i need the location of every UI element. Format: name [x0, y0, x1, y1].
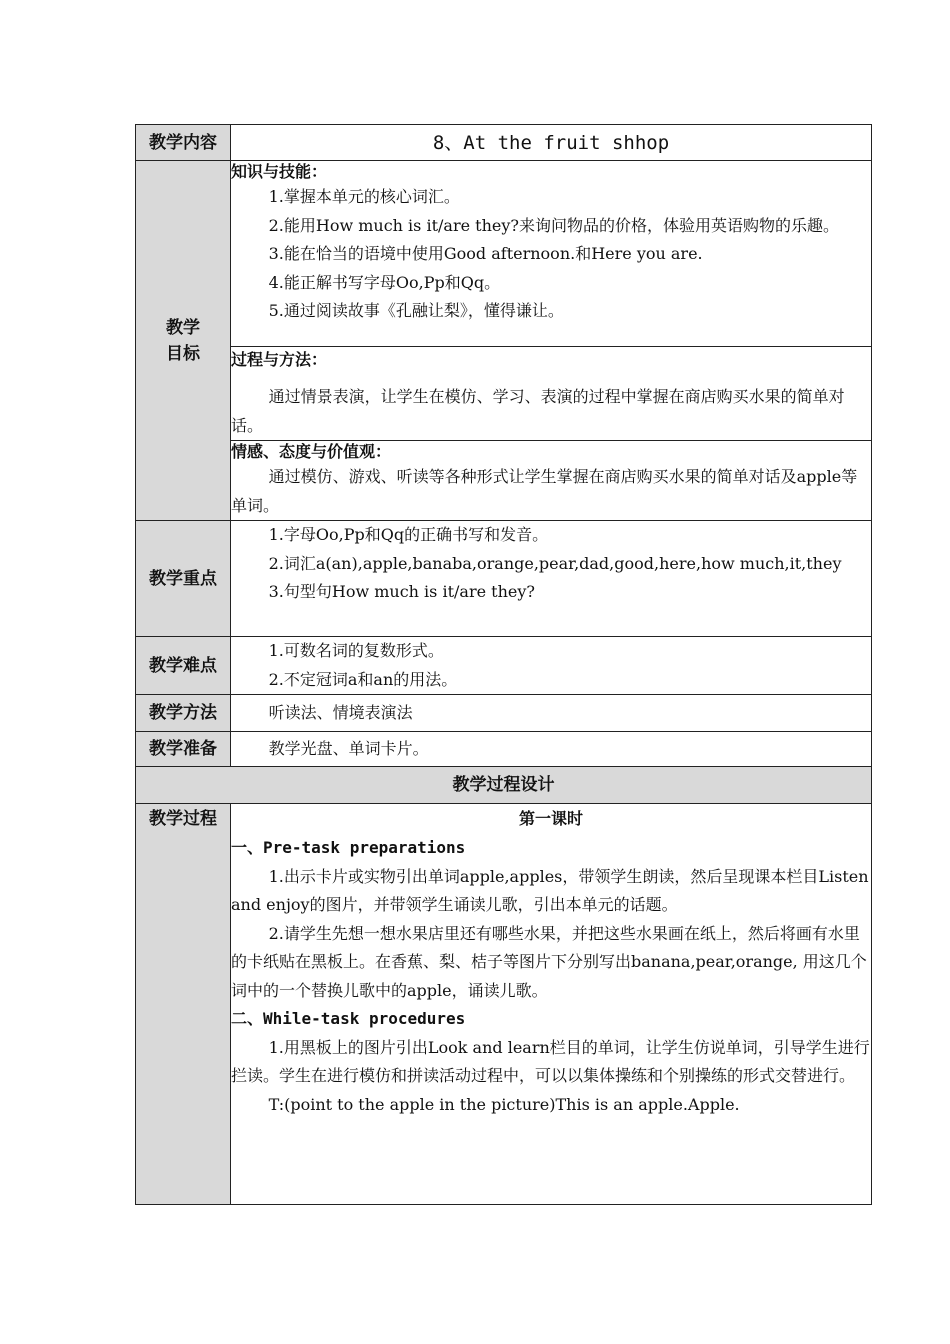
attitude-text: 通过模仿、游戏、听读等各种形式让学生掌握在商店购买水果的简单对话及apple等单词。: [231, 467, 858, 515]
knowledge-item: 3.能在恰当的语境中使用Good afternoon.和Here you are.: [268, 244, 703, 263]
knowledge-item: 1.掌握本单元的核心词汇。: [268, 187, 460, 206]
goals-process-cell: [231, 347, 872, 441]
attitude-heading: 情感、态度与价值观：: [231, 442, 392, 461]
methods-cell: [231, 695, 872, 732]
design-header: 教学过程设计: [136, 767, 872, 804]
row-process: [136, 804, 872, 1205]
key-point-item: 1.字母Oo,Pp和Qq的正确书写和发音。: [268, 525, 549, 544]
difficulty-item: 1.可数名词的复数形式。: [268, 641, 444, 660]
label-goals: [136, 161, 231, 521]
process-method-text: 通过情景表演，让学生在模仿、学习、表演的过程中掌握在商店购买水果的简单对话。: [231, 387, 845, 435]
row-goals-attitude: [136, 441, 872, 521]
label-difficulties: 教学难点: [136, 637, 231, 695]
process-method-heading: 过程与方法：: [231, 350, 328, 369]
pre-task-heading: 一、Pre-task preparations: [231, 838, 466, 857]
difficulty-item: 2.不定冠词a和an的用法。: [268, 669, 458, 689]
row-key-points: [136, 521, 872, 637]
row-preparation: [136, 732, 872, 767]
key-points-cell: [231, 521, 872, 637]
while-task-step: 1.用黑板上的图片引出Look and learn栏目的单词，让学生仿说单词，引导学生进行拦读。学生在进行模仿和拼读活动过程中，可以以集体操练和个别操练的形式交替进行。: [231, 1037, 870, 1085]
pre-task-step: 2.请学生先想一想水果店里还有哪些水果，并把这些水果画在纸上，然后将画有水里的卡纸贴在黑板上。在香蕉、梨、桔子等图片下分别写出banana,pear,orange, 用这几个词中的一个替换儿歌中的apple，诵读儿歌。: [231, 923, 867, 1000]
knowledge-item: 4.能正解书写字母Oo,Pp和Qq。: [268, 272, 501, 292]
goals-knowledge-cell: [231, 161, 872, 347]
lesson-title: 8、At the fruit shhop: [231, 125, 872, 161]
label-process: 教学过程: [136, 804, 231, 1205]
difficulties-cell: [231, 637, 872, 695]
row-goals-process: [136, 347, 872, 441]
key-point-item: 2.词汇a(an),apple,banaba,orange,pear,dad,good,here,how much,it,they: [268, 553, 842, 573]
label-key-points: 教学重点: [136, 521, 231, 637]
preparation-text: 教学光盘、单词卡片。: [268, 738, 429, 758]
methods-text: 听读法、情境表演法: [268, 702, 413, 722]
knowledge-item: 5.通过阅读故事《孔融让梨》，懂得谦让。: [268, 301, 564, 320]
row-difficulties: [136, 637, 872, 695]
goals-attitude-cell: [231, 441, 872, 521]
row-content: [136, 125, 872, 161]
row-design-header: [136, 767, 872, 804]
lesson-plan-table: [135, 124, 872, 1205]
row-methods: [136, 695, 872, 732]
label-content: 教学内容: [136, 125, 231, 161]
row-goals-knowledge: [136, 161, 872, 347]
key-point-item: 3.句型句How much is it/are they?: [268, 582, 535, 601]
process-cell: [231, 804, 872, 1205]
label-preparation: 教学准备: [136, 732, 231, 767]
label-goals-line1: 教学: [166, 317, 200, 338]
knowledge-heading: 知识与技能：: [231, 162, 328, 181]
label-goals-line2: 目标: [166, 343, 200, 364]
while-task-step: T:(point to the apple in the picture)This is an apple.Apple.: [268, 1094, 740, 1114]
pre-task-step: 1.出示卡片或实物引出单词apple,apples，带领学生朗读，然后呈现课本栏目Listen and enjoy的图片，并带领学生诵读儿歌，引出本单元的话题。: [231, 866, 869, 914]
preparation-cell: [231, 732, 872, 767]
lesson-heading: 第一课时: [518, 809, 583, 828]
while-task-heading: 二、While-task procedures: [231, 1009, 466, 1028]
label-methods: 教学方法: [136, 695, 231, 732]
knowledge-item: 2.能用How much is it/are they?来询问物品的价格，体验用英语购物的乐趣。: [268, 215, 839, 235]
